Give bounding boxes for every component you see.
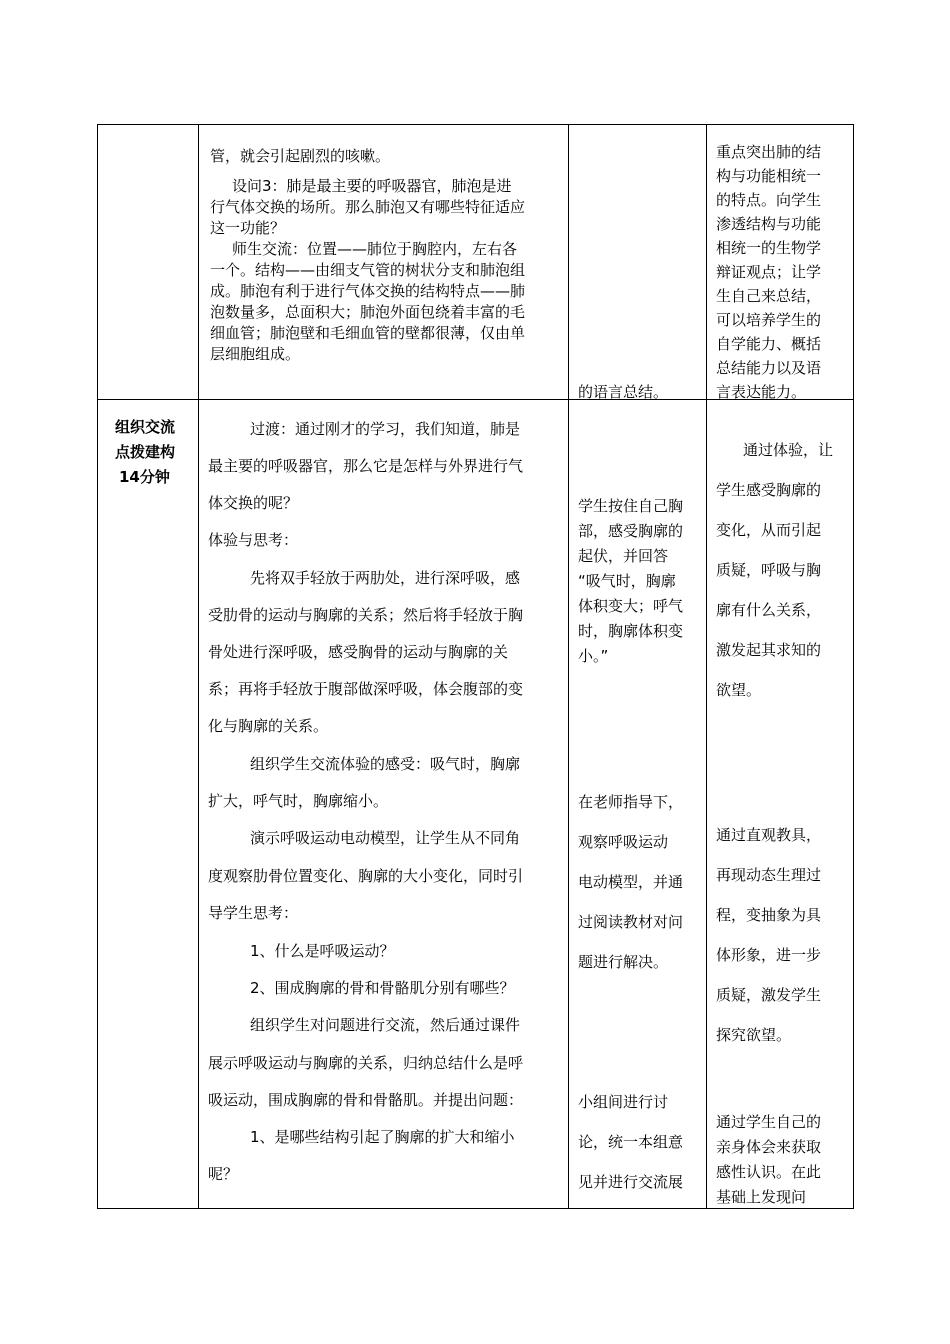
text-line: 吸运动，围成胸廓的骨和骨骼肌。并提出问题： [208, 1091, 524, 1109]
text-line: 受肋骨的运动与胸廓的关系；然后将手轻放于胸 [208, 606, 524, 624]
text-line: 系；再将手轻放于腹部做深呼吸，体会腹部的变 [208, 680, 524, 698]
text-line: 见并进行交流展 [578, 1173, 684, 1191]
text-line: 度观察肋骨位置变化、胸廓的大小变化，同时引 [208, 867, 524, 885]
text-line: 自学能力、概括 [716, 335, 822, 353]
text-line: 小。” [578, 647, 609, 665]
text-line: 骨处进行深呼吸，感受胸骨的运动与胸廓的关 [208, 643, 509, 661]
text-line: 14分钟 [119, 468, 170, 486]
text-line: 感性认识。在此 [716, 1163, 822, 1181]
text-line: 学生感受胸廓的 [716, 481, 822, 499]
text-line: 组织学生对问题进行交流，然后通过课件 [250, 1016, 521, 1034]
text-line: 化与胸廓的关系。 [208, 717, 329, 735]
text-line: 细血管；肺泡壁和毛细血管的壁都很薄，仅由单 [210, 324, 526, 342]
text-line: 最主要的呼吸器官，那么它是怎样与外界进行气 [208, 457, 524, 475]
text-line: 这一功能？ [210, 219, 286, 237]
text-line: 演示呼吸运动电动模型，让学生从不同角 [250, 829, 521, 847]
table-row [98, 125, 854, 400]
teacher-activity-cell [199, 125, 569, 400]
text-line: 基础上发现问 [716, 1188, 807, 1206]
text-line: 管，就会引起剧烈的咳嗽。 [210, 147, 391, 165]
text-line: 欲望。 [716, 681, 762, 699]
text-line: 电动模型，并通 [578, 873, 684, 891]
text-line: 过阅读教材对问 [578, 913, 684, 931]
text-line: 总结能力以及语 [716, 359, 822, 377]
text-line: 起伏，并回答 [578, 547, 669, 565]
text-line: 题进行解决。 [578, 953, 669, 971]
text-line: 一个。结构——由细支气管的树状分支和肺泡组 [210, 261, 526, 279]
teacher-activity-cell [199, 400, 569, 1209]
student-activity-cell [569, 125, 707, 400]
text-line: 廓有什么关系， [716, 601, 822, 619]
text-line: 组织交流 [115, 418, 176, 436]
text-line: 质疑，呼吸与胸 [716, 561, 822, 579]
text-line: 通过学生自己的 [716, 1113, 822, 1131]
text-line: 设问3：肺是最主要的呼吸器官，肺泡是进 [232, 177, 512, 195]
text-line: 小组间进行讨 [578, 1093, 669, 1111]
text-line: 体积变大；呼气 [578, 597, 684, 615]
text-line: 渗透结构与功能 [716, 215, 822, 233]
text-line: 呢？ [208, 1165, 239, 1183]
text-line: 质疑，激发学生 [716, 986, 822, 1004]
text-line: 探究欲望。 [716, 1026, 792, 1044]
text-line: 行气体交换的场所。那么肺泡又有哪些特征适应 [210, 198, 526, 216]
text-line: 组织学生交流体验的感受：吸气时，胸廓 [250, 755, 521, 773]
stage-cell [98, 125, 199, 400]
design-intent-cell [707, 400, 854, 1209]
text-line: 辩证观点；让学 [716, 263, 822, 281]
text-line: 点拨建构 [115, 443, 176, 461]
stage-cell [98, 400, 199, 1209]
text-line: 体交换的呢？ [208, 494, 299, 512]
text-line: 在老师指导下， [578, 793, 684, 811]
text-line: 时，胸廓体积变 [578, 622, 684, 640]
text-line: 体形象，进一步 [716, 946, 822, 964]
student-activity-cell [569, 400, 707, 1209]
text-line: 成。肺泡有利于进行气体交换的结构特点——肺 [210, 282, 526, 300]
text-line: 2、围成胸廓的骨和骨骼肌分别有哪些？ [250, 979, 515, 997]
text-line: 体验与思考： [208, 531, 299, 549]
text-line: 再现动态生理过 [716, 866, 822, 884]
text-line: 学生按住自己胸 [578, 497, 684, 515]
text-line: 可以培养学生的 [716, 311, 822, 329]
text-line: “吸气时，胸廓 [578, 572, 676, 590]
text-line: 观察呼吸运动 [578, 833, 669, 851]
text-line: 展示呼吸运动与胸廓的关系，归纳总结什么是呼 [208, 1054, 524, 1072]
text-line: 亲身体会来获取 [716, 1138, 822, 1156]
text-line: 变化，从而引起 [716, 521, 822, 539]
text-line: 的特点。向学生 [716, 191, 822, 209]
text-line: 先将双手轻放于两肋处，进行深呼吸，感 [250, 569, 521, 587]
design-intent-cell [707, 125, 854, 400]
table-row [98, 400, 854, 1209]
text-line: 1、是哪些结构引起了胸廓的扩大和缩小 [250, 1128, 515, 1146]
text-line: 生自己来总结， [716, 287, 822, 305]
text-line: 层细胞组成。 [210, 345, 301, 363]
text-line: 程，变抽象为具 [716, 906, 822, 924]
lesson-plan-table [97, 124, 854, 1209]
text-line: 1、什么是呼吸运动？ [250, 942, 395, 960]
text-line: 构与功能相统一 [716, 167, 822, 185]
text-line: 通过体验，让 [743, 441, 834, 459]
text-line: 相统一的生物学 [716, 239, 822, 257]
text-line: 泡数量多，总面积大；肺泡外面包绕着丰富的毛 [210, 303, 526, 321]
text-line: 论，统一本组意 [578, 1133, 684, 1151]
text-line: 扩大，呼气时，胸廓缩小。 [208, 792, 389, 810]
text-line: 通过直观教具， [716, 826, 822, 844]
text-line: 的语言总结。 [578, 383, 669, 401]
text-line: 激发起其求知的 [716, 641, 822, 659]
text-line: 部，感受胸廓的 [578, 522, 684, 540]
text-line: 过渡：通过刚才的学习，我们知道，肺是 [250, 420, 521, 438]
text-line: 师生交流：位置——肺位于胸腔内，左右各 [232, 240, 518, 258]
text-line: 重点突出肺的结 [716, 143, 822, 161]
text-line: 言表达能力。 [716, 383, 807, 401]
text-line: 导学生思考： [208, 904, 299, 922]
